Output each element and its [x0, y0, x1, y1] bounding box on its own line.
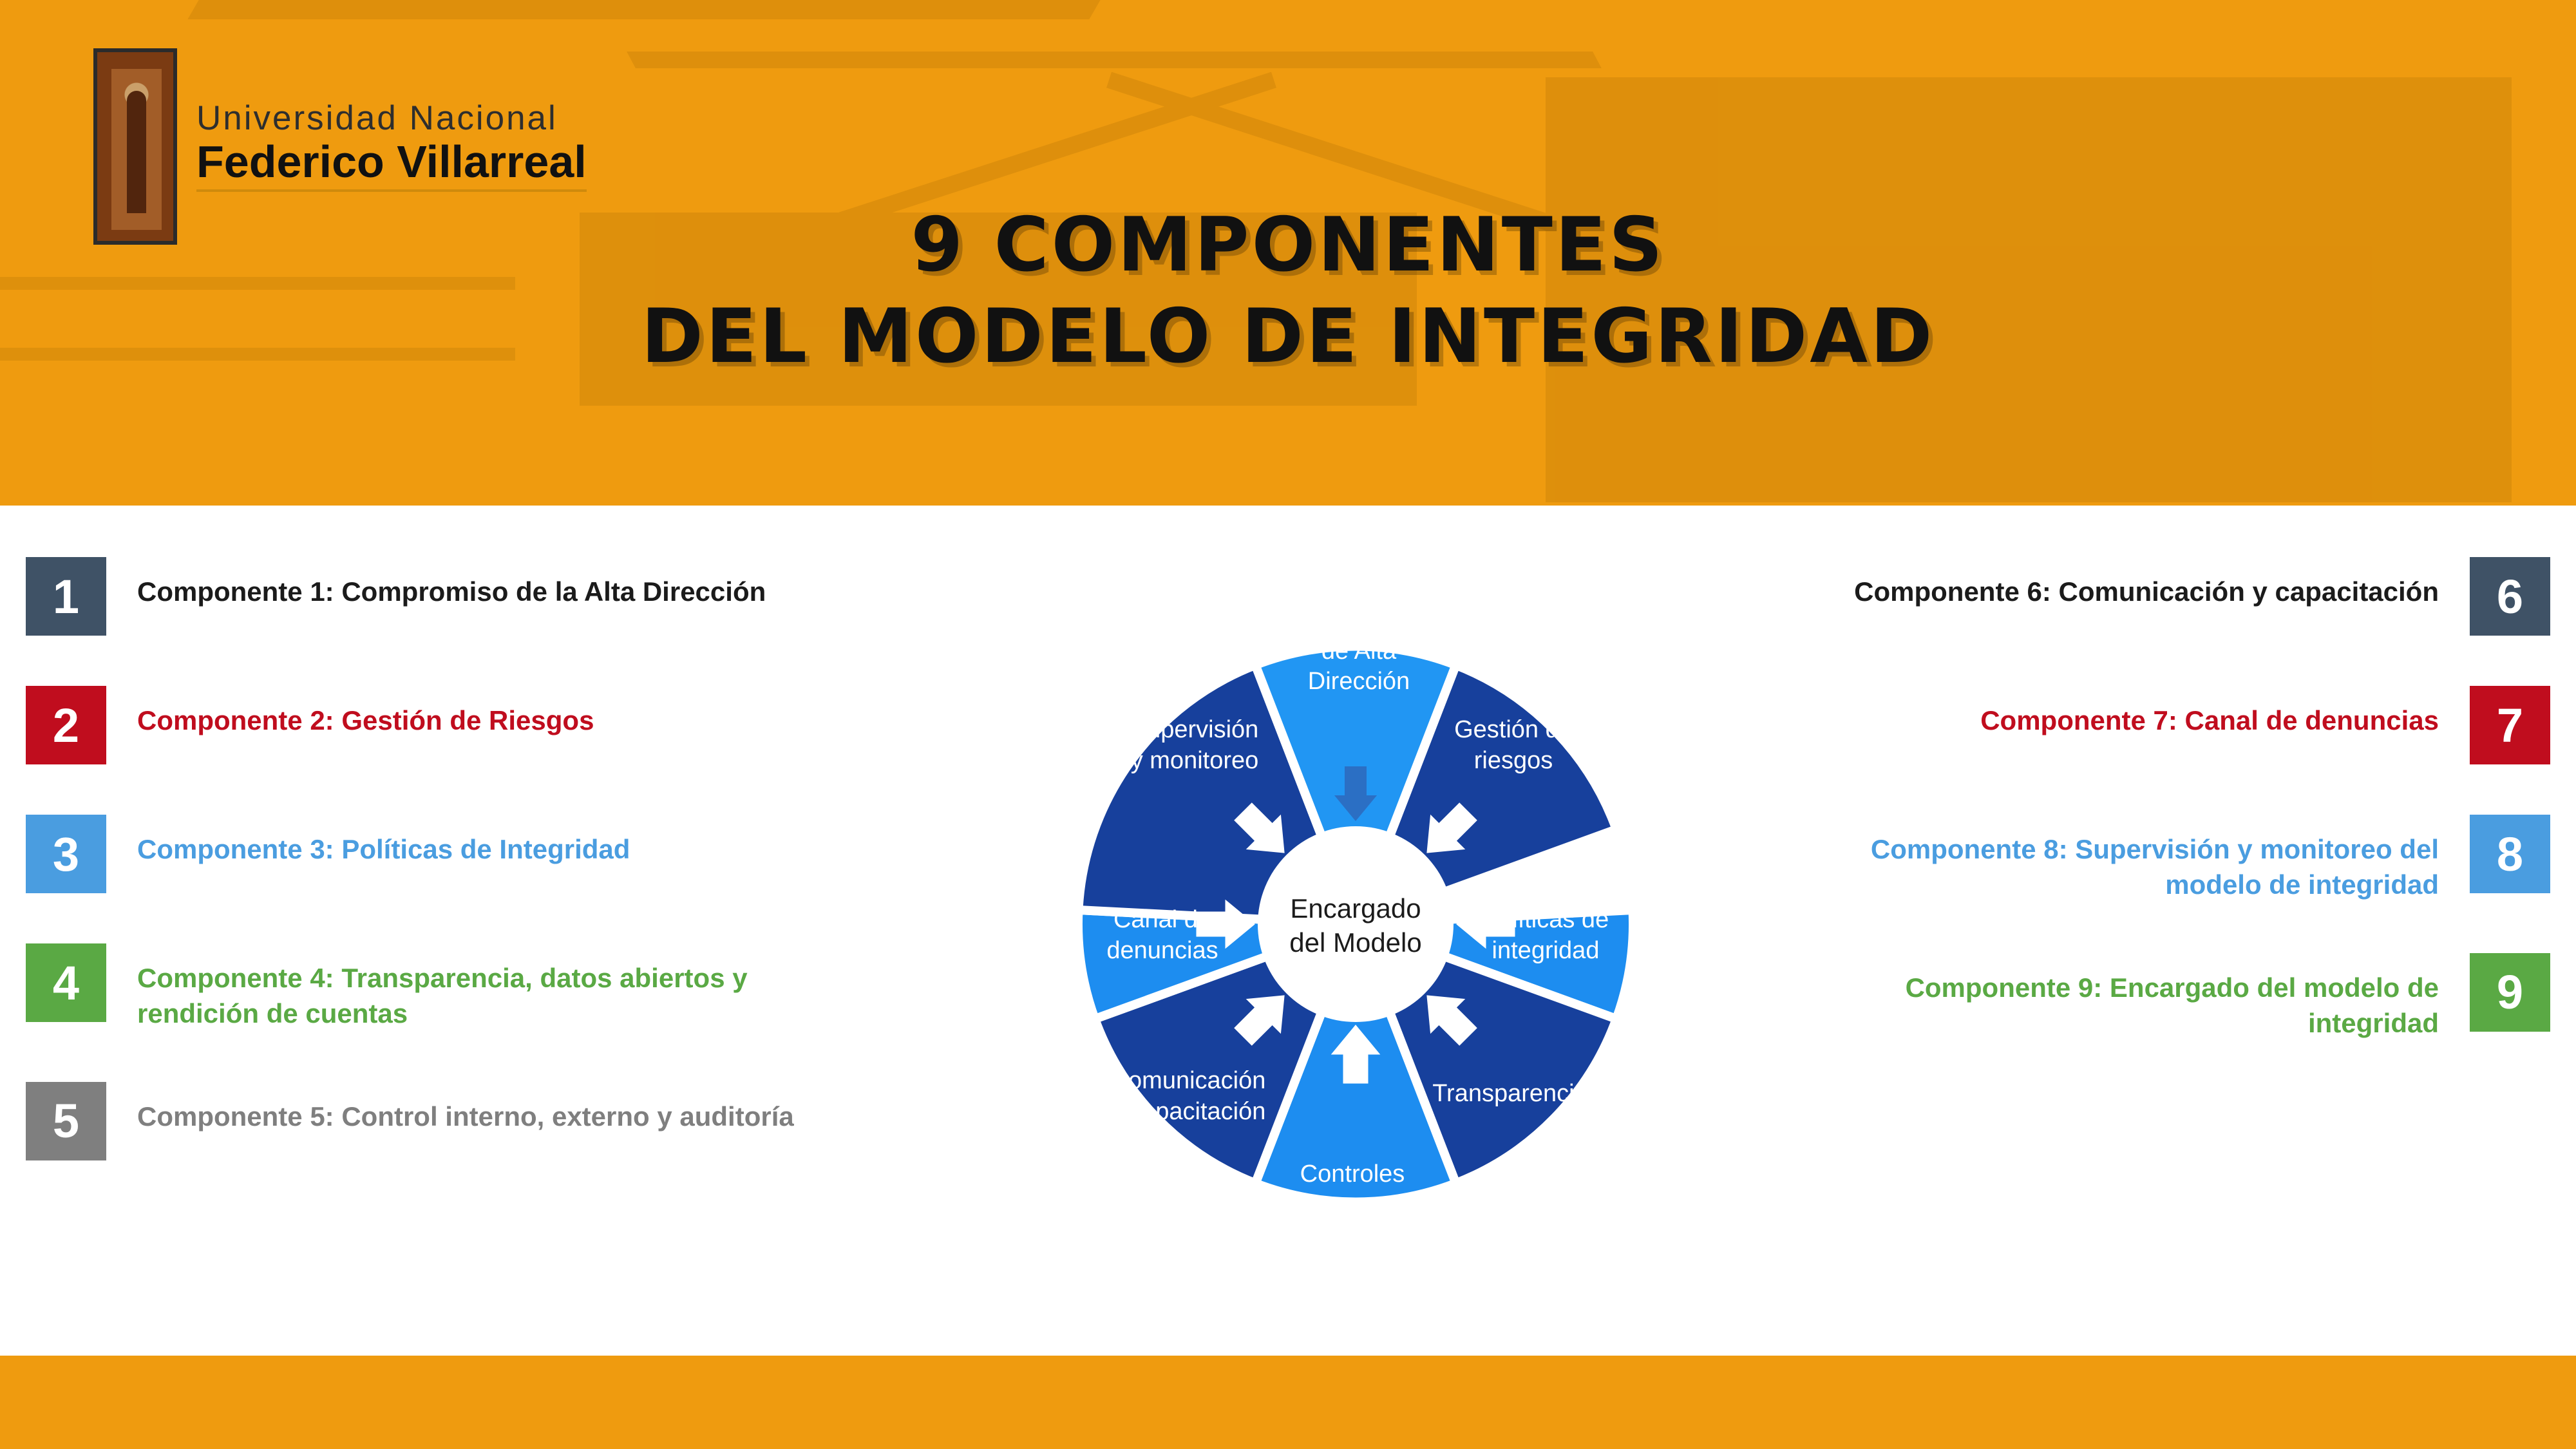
- component-badge-9: 9: [2470, 953, 2550, 1032]
- component-badge-3: 3: [26, 815, 106, 893]
- page-header: [0, 0, 2576, 506]
- wheel-label-politicas-l1: Políticas de: [1482, 906, 1609, 933]
- components-list-right: [1823, 557, 2550, 1092]
- component-label-1: Componente 1: Compromiso de la Alta Dirección: [137, 576, 766, 607]
- wheel-label-politicas-l2: integridad: [1492, 936, 1600, 964]
- component-badge-7: 7: [2470, 686, 2550, 764]
- component-badge-1: 1: [26, 557, 106, 636]
- page-title: [0, 200, 2576, 382]
- page-title-line1: 9 COMPONENTES: [911, 202, 1665, 289]
- wheel-diagram: [1005, 544, 1707, 1304]
- wheel-label-supervision-l2: y monitoreo: [1130, 746, 1259, 774]
- wheel-label-gestion-l2: riesgos: [1473, 746, 1553, 774]
- wheel-label-supervision-l1: Supervisión: [1130, 716, 1259, 743]
- component-label-9: Componente 9: Encargado del modelo de integridad: [1905, 972, 2439, 1039]
- component-item-1[interactable]: [26, 557, 1018, 636]
- page-footer: [0, 1356, 2576, 1449]
- component-badge-2: 2: [26, 686, 106, 764]
- wheel-hub-label-l1: Encargado: [1290, 893, 1421, 923]
- component-item-4[interactable]: [26, 943, 1018, 1032]
- component-label-4: Componente 4: Transparencia, datos abiertos y rendición de cuentas: [137, 963, 748, 1029]
- wheel-label-controles-l1: Controles: [1300, 1160, 1405, 1188]
- wheel-label-transparencia-l1: Transparencia: [1432, 1080, 1588, 1107]
- integrity-model-wheel: [966, 531, 1668, 1330]
- component-item-7[interactable]: [1823, 686, 2550, 764]
- component-badge-8: 8: [2470, 815, 2550, 893]
- component-item-3[interactable]: [26, 815, 1018, 893]
- component-badge-4: 4: [26, 943, 106, 1022]
- wheel-label-comunicacion-l2: y capacitación: [1110, 1097, 1266, 1125]
- wheel-label-compromiso-l1: Compromiso: [1289, 607, 1428, 634]
- component-label-8: Componente 8: Supervisión y monitoreo del modelo de integridad: [1870, 834, 2439, 900]
- wheel-label-compromiso-l2: de Alta: [1321, 637, 1397, 665]
- component-label-3: Componente 3: Políticas de Integridad: [137, 834, 630, 864]
- component-label-6: Componente 6: Comunicación y capacitación: [1854, 576, 2439, 607]
- component-item-2[interactable]: [26, 686, 1018, 764]
- component-badge-5: 5: [26, 1082, 106, 1160]
- component-label-5: Componente 5: Control interno, externo y auditoría: [137, 1101, 794, 1132]
- wheel-label-comunicacion-l1: Comunicación: [1110, 1067, 1266, 1094]
- wheel-label-gestion-l1: Gestión de: [1454, 716, 1573, 743]
- wheel-label-compromiso-l3: Dirección: [1307, 668, 1410, 695]
- wheel-label-canal-l1: Canal de: [1113, 906, 1212, 933]
- components-list-left: [26, 557, 1018, 1211]
- component-badge-6: 6: [2470, 557, 2550, 636]
- main-content: [0, 506, 2576, 1362]
- component-label-2: Componente 2: Gestión de Riesgos: [137, 705, 594, 735]
- wheel-label-canal-l2: denuncias: [1106, 936, 1218, 964]
- wheel-hub-label-l2: del Modelo: [1289, 927, 1422, 958]
- university-name-line2: Federico Villarreal: [196, 139, 587, 192]
- component-item-8[interactable]: [1823, 815, 2550, 903]
- component-item-9[interactable]: [1823, 953, 2550, 1041]
- university-name-line1: Universidad Nacional: [196, 99, 558, 137]
- component-item-5[interactable]: [26, 1082, 1018, 1160]
- component-item-6[interactable]: [1823, 557, 2550, 636]
- wheel-hub: [1258, 826, 1454, 1022]
- page-title-line2: DEL MODELO DE INTEGRIDAD: [641, 292, 1935, 380]
- component-label-7: Componente 7: Canal de denuncias: [1980, 705, 2439, 735]
